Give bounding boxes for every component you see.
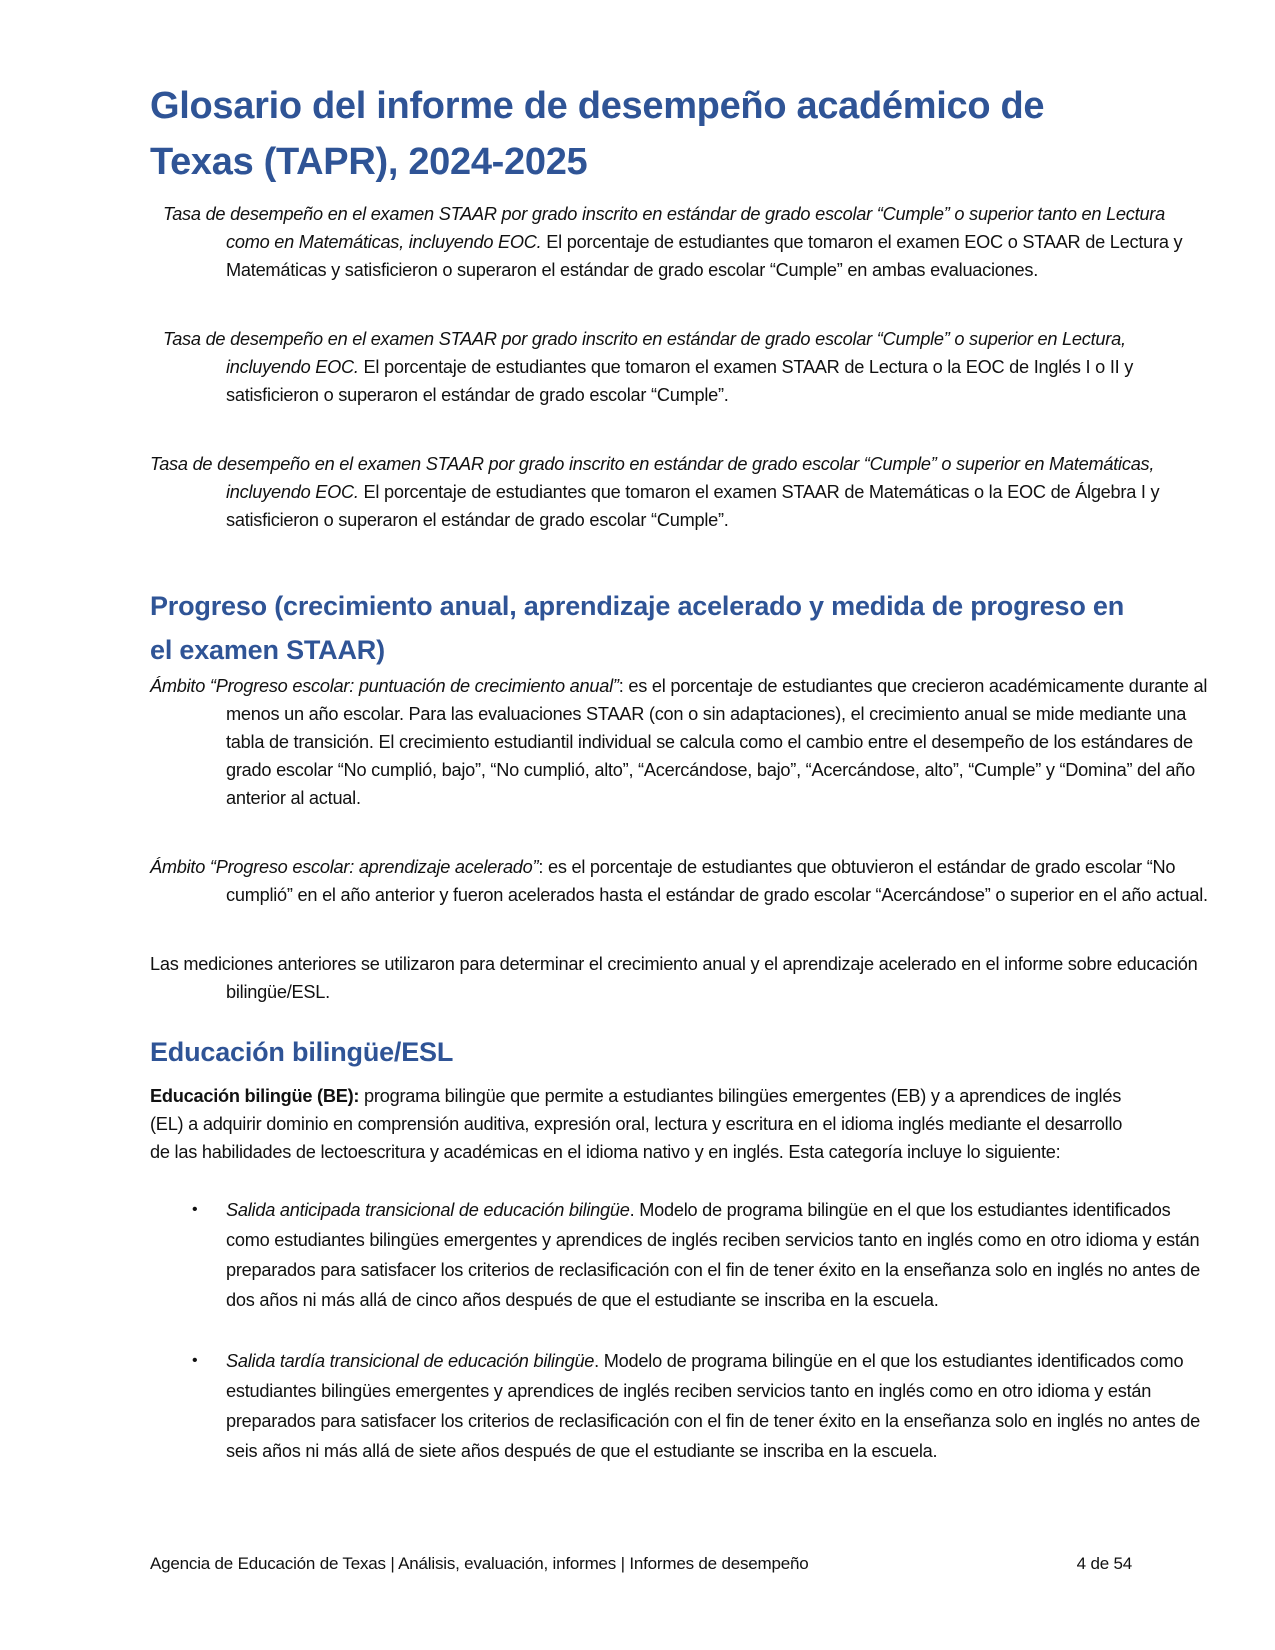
section-heading-progress: Progreso (crecimiento anual, aprendizaje acelerado y medida de progreso en el examen STAAR) (150, 591, 1125, 665)
bilingual-intro-text: programa bilingüe que permite a estudiantes bilingües emergentes (EB) y a aprendices de inglés (EL) a adquirir dominio en comprensión auditiva, expresión oral, lectura y escritura en el idioma inglés mediante el desarrollo de las habilidades de lectoescritura y académicas en el idioma nativo y en inglés. Esta categoría incluye lo siguiente: (150, 1086, 1123, 1162)
definition-math (150, 450, 1208, 534)
definition-reading (150, 325, 1208, 409)
page-title: Glosario del informe de desempeño académico de Texas (TAPR), 2024-2025 (150, 85, 1045, 183)
definition-term: Tasa de desempeño en el examen STAAR por grado inscrito en estándar de grado escolar “Cumple” o superior tanto en Lectura como en Matemáticas, incluyendo EOC. (163, 204, 1165, 252)
page-number: 4 de 54 (1076, 1554, 1132, 1573)
definition-term: “Progreso escolar: aprendizaje acelerado” (209, 857, 539, 877)
definition-prefix: Ámbito (150, 676, 210, 696)
definition-text: El porcentaje de estudiantes que tomaron el examen STAAR de Matemáticas o la EOC de Álgebra I y satisficieron o superaron el estándar de grado escolar “Cumple”. (226, 482, 1160, 530)
progress-note: Las mediciones anteriores se utilizaron para determinar el crecimiento anual y el aprendizaje acelerado en el informe sobre educación bilingüe/ESL. (150, 954, 1198, 1002)
bilingual-intro (150, 1082, 1135, 1166)
definition-term: Tasa de desempeño en el examen STAAR por grado inscrito en estándar de grado escolar “Cumple” o superior en Matemáticas, incluyendo EOC. (150, 454, 1155, 502)
definition-text: El porcentaje de estudiantes que tomaron el examen STAAR de Lectura o la EOC de Inglés I o II y satisficieron o superaron el estándar de grado escolar “Cumple”. (226, 357, 1134, 405)
definition-prefix: Ámbito (150, 857, 210, 877)
bullet-text: . Modelo de programa bilingüe en el que los estudiantes identificados como estudiantes bilingües emergentes y aprendices de inglés reciben servicios tanto en inglés como en otro idioma y están preparados para satisfacer los criterios de reclasificación con el fin de tener éxito en la enseñanza solo en inglés no antes de dos años ni más allá de cinco años después de que el estudiante se inscriba en la escuela. (226, 1200, 1200, 1310)
bullet-icon: • (192, 1201, 198, 1218)
definition-text: El porcentaje de estudiantes que tomaron el examen EOC o STAAR de Lectura y Matemáticas y satisficieron o superaron el estándar de grado escolar “Cumple” en ambas evaluaciones. (226, 232, 1183, 280)
section-heading-bilingual: Educación bilingüe/ESL (150, 1037, 454, 1067)
bullet-text: . Modelo de programa bilingüe en el que los estudiantes identificados como estudiantes bilingües emergentes y aprendices de inglés reciben servicios tanto en inglés como en otro idioma y están preparados para satisfacer los criterios de reclasificación con el fin de tener éxito en la enseñanza solo en inglés no antes de seis años ni más allá de siete años después de que el estudiante se inscriba en la escuela. (226, 1351, 1200, 1461)
definition-term: “Progreso escolar: puntuación de crecimiento anual” (209, 676, 619, 696)
bullet-early-exit (150, 1195, 1211, 1315)
definition-text: : es el porcentaje de estudiantes que crecieron académicamente durante al menos un año escolar. Para las evaluaciones STAAR (con o sin adaptaciones), el crecimiento anual se mide mediante una tabla de transición. El crecimiento estudiantil individual se calcula como el cambio entre el desempeño de los estándares de grado escolar “No cumplió, bajo”, “No cumplió, alto”, “Acercándose, bajo”, “Acercándose, alto”, “Cumple” y “Domina” del año anterior al actual. (226, 676, 1208, 808)
bullet-icon: • (192, 1352, 198, 1369)
definition-reading-math (150, 200, 1208, 284)
bilingual-intro-term: Educación bilingüe (BE): (150, 1086, 360, 1106)
bullet-term: Salida tardía transicional de educación bilingüe (226, 1351, 595, 1371)
definition-accelerated-learning (150, 853, 1208, 909)
definition-term: Tasa de desempeño en el examen STAAR por grado inscrito en estándar de grado escolar “Cumple” o superior en Lectura, incluyendo EOC. (163, 329, 1126, 377)
bullet-late-exit (150, 1346, 1211, 1466)
footer-agency-text: Agencia de Educación de Texas | Análisis, evaluación, informes | Informes de desempeño (150, 1554, 809, 1573)
definition-annual-growth (150, 672, 1208, 812)
definition-text: : es el porcentaje de estudiantes que obtuvieron el estándar de grado escolar “No cumplió” en el año anterior y fueron acelerados hasta el estándar de grado escolar “Acercándose” o superior en el año actual. (226, 857, 1208, 905)
bullet-term: Salida anticipada transicional de educación bilingüe (226, 1200, 630, 1220)
